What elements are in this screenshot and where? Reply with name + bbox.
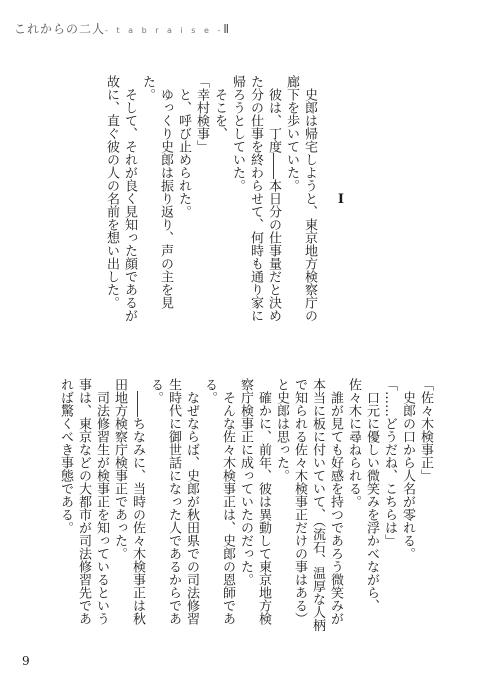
page-number: 9 xyxy=(22,654,30,668)
running-header xyxy=(14,20,230,37)
paragraph: そこを、 xyxy=(212,75,227,140)
paragraph: ゆっくり史郎は振り返り、声の主を見た。 xyxy=(140,75,173,309)
paragraph: そんな佐々木検事正は、史郎の恩師である。 xyxy=(202,378,235,625)
paragraph: 誰が見ても好感を持つであろう微笑みが本当に板に付いていて、（流石、温厚な人柄で知られる佐々木検事正だけの事はある）と史郎は思った。 xyxy=(274,378,343,632)
body-text-top xyxy=(102,75,318,325)
paragraph: 彼は、丁度――本日分の仕事量だと決めた分の仕事を終わらせて、何時も通り家に帰ろうとしていた。 xyxy=(230,75,281,322)
series-label: - t a b r a i s e - xyxy=(105,26,224,35)
body-text-bottom xyxy=(56,378,434,633)
dialogue-line: 「佐々木検事正」 xyxy=(418,378,433,482)
dialogue-line: 「幸村検事」 xyxy=(194,75,209,153)
section-heading: Ⅰ xyxy=(337,192,344,207)
paragraph: 確かに、前年、彼は異動して東京地方検察庁検事正に成っていたのだった。 xyxy=(238,378,271,625)
paragraph: なぜならば、史郎が秋田県での司法修習生時代に御世話になった人であるからである。 xyxy=(148,378,199,625)
paragraph: 史郎は帰宅しようと、東京地方検察庁の廊下を歩いていた。 xyxy=(284,75,317,322)
paragraph: と、呼び止められた。 xyxy=(176,75,191,218)
book-title: これからの二人 xyxy=(14,22,106,36)
dialogue-line: 「……どうだね、こちらは」 xyxy=(382,378,397,547)
paragraph: 史郎の口から人名が零れる。 xyxy=(400,378,415,560)
paragraph: そして、それが良く見知った顔であるが故に、直ぐ彼の人の名前を想い出した。 xyxy=(104,75,137,322)
paragraph: 口元に優しい微笑みを浮かべながら、佐々木に尋ねられる。 xyxy=(346,378,379,612)
volume-number: Ⅱ xyxy=(223,22,231,36)
paragraph: ――ちなみに、当時の佐々木検事正は秋田地方検察庁検事正であった。 xyxy=(112,378,145,625)
paragraph: 司法修習生が検事正を知っているという事は、東京などの大都市が司法修習先であれば驚くべき事態である。 xyxy=(58,378,109,625)
